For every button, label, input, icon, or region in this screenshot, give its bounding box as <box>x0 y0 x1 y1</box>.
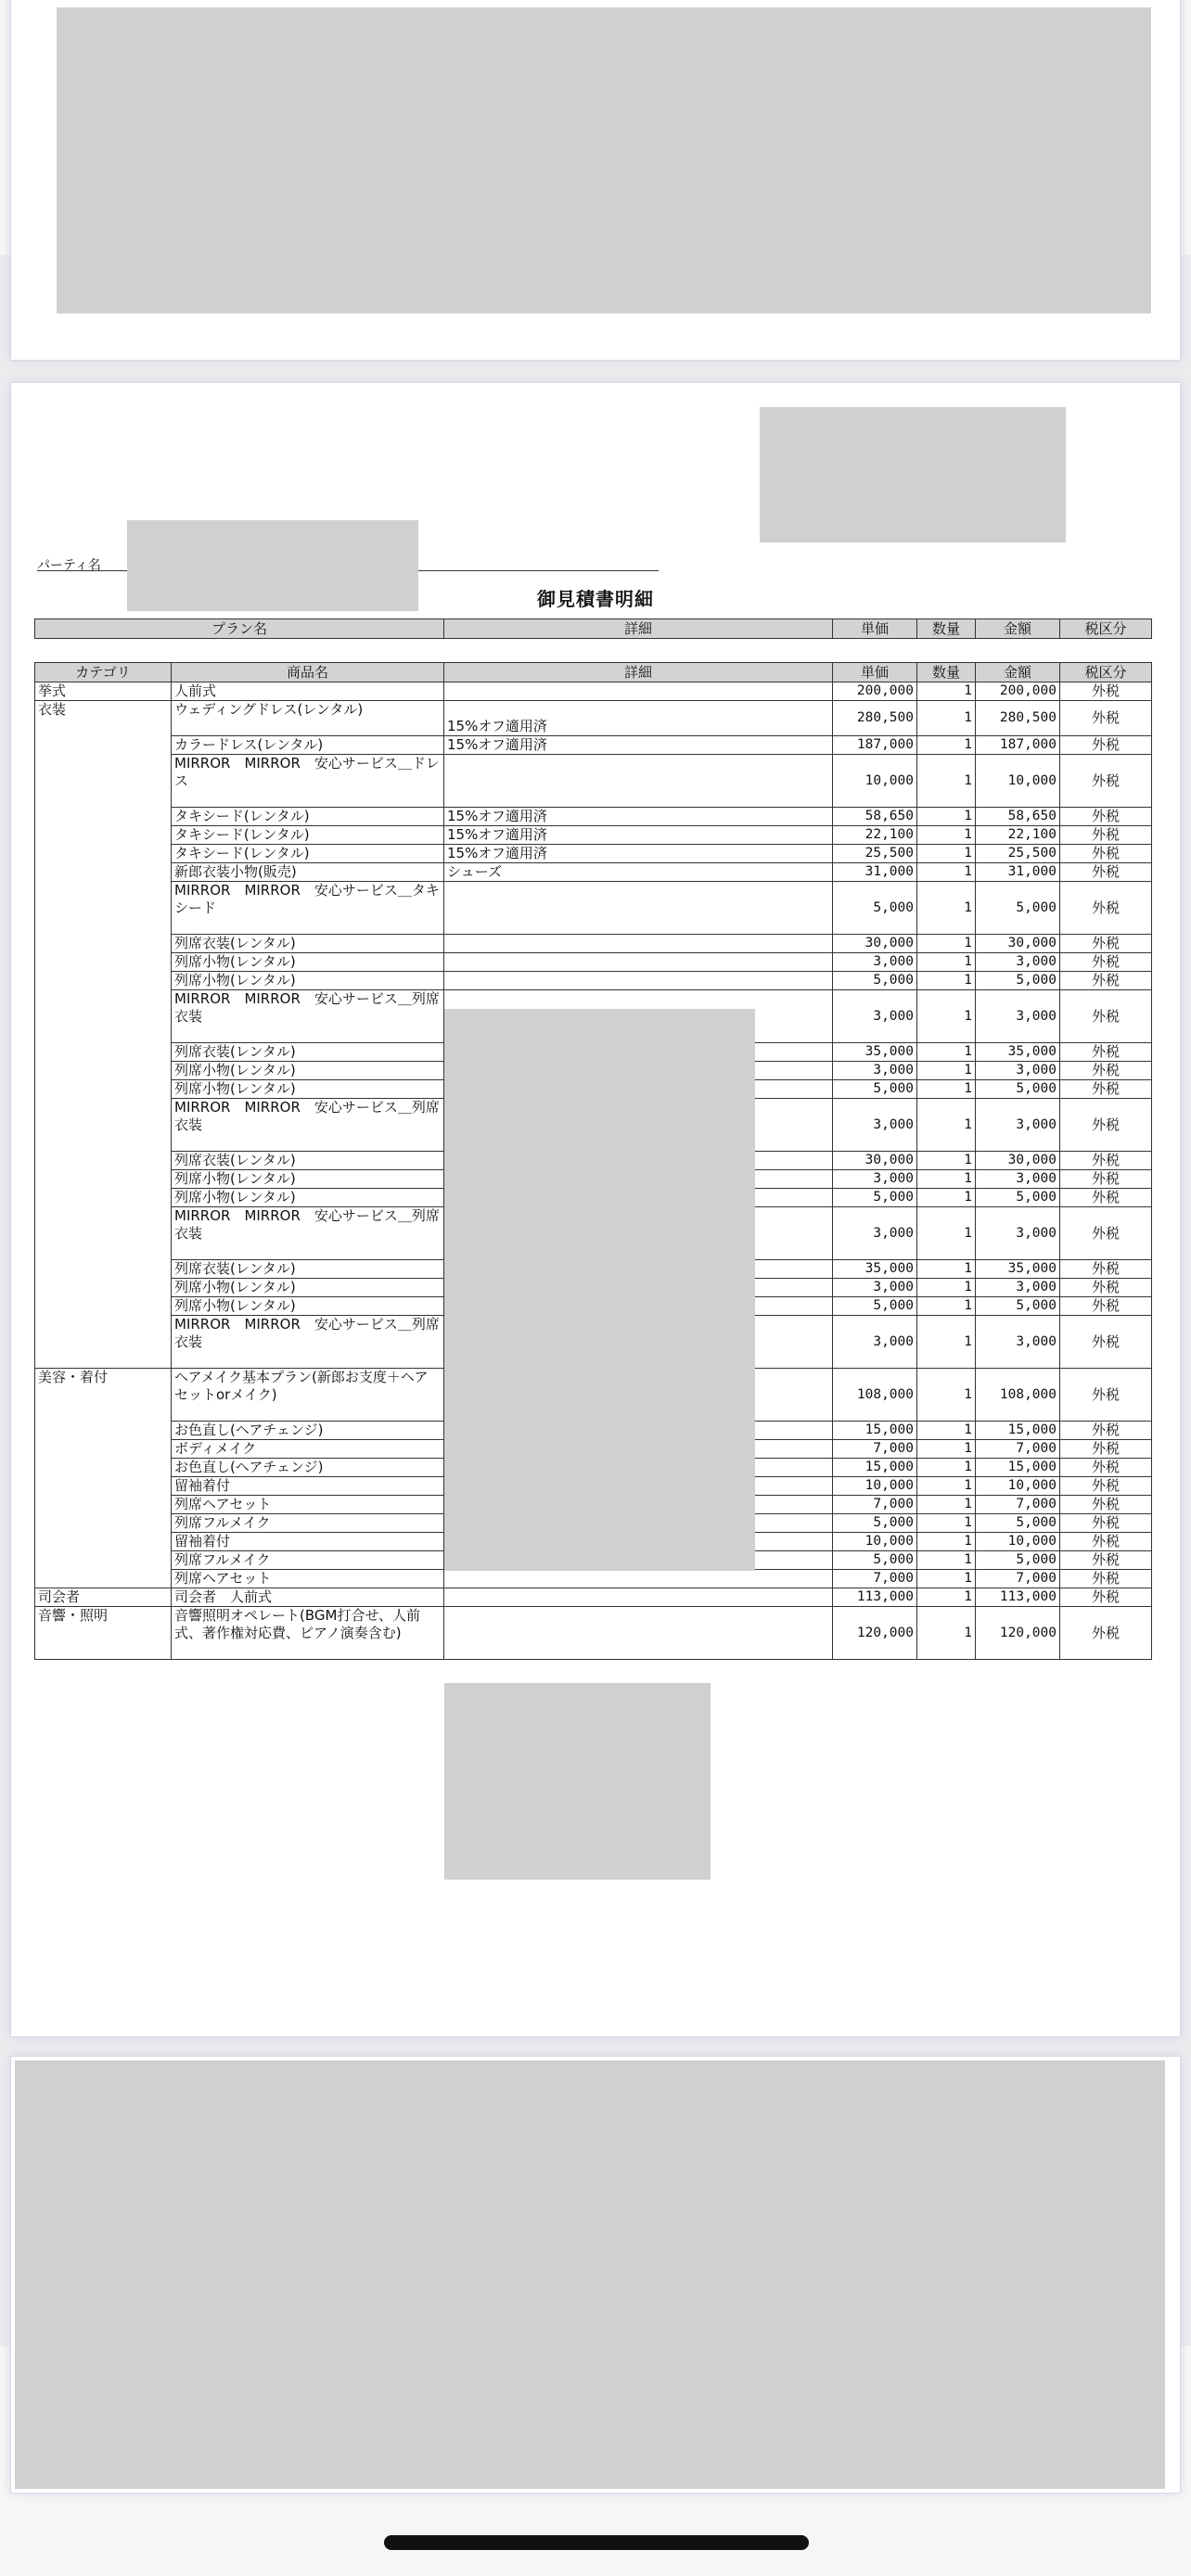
quantity-cell: 1 <box>917 1260 976 1279</box>
unit-price-cell: 187,000 <box>833 736 917 755</box>
item-name-cell: 列席小物(レンタル) <box>172 953 444 972</box>
pdf-page-1 <box>11 0 1180 360</box>
unit-price-cell: 10,000 <box>833 1533 917 1551</box>
unit-price-cell: 5,000 <box>833 1297 917 1316</box>
table-row <box>35 1570 1152 1588</box>
item-name-cell: 列席小物(レンタル) <box>172 1170 444 1189</box>
tax-class-cell: 外税 <box>1060 1496 1152 1514</box>
detail-cell <box>444 882 833 935</box>
unit-price-cell: 3,000 <box>833 1062 917 1080</box>
item-name-cell: 列席衣装(レンタル) <box>172 1152 444 1170</box>
quantity-cell: 1 <box>917 1297 976 1316</box>
item-name-cell: お色直し(ヘアチェンジ) <box>172 1459 444 1477</box>
unit-price-cell: 108,000 <box>833 1369 917 1422</box>
amount-cell: 7,000 <box>976 1570 1060 1588</box>
item-name-cell: ウェディングドレス(レンタル) <box>172 701 444 736</box>
unit-price-cell: 25,500 <box>833 845 917 863</box>
unit-price-cell: 3,000 <box>833 1279 917 1297</box>
item-name-cell: 列席フルメイク <box>172 1551 444 1570</box>
amount-cell: 10,000 <box>976 1533 1060 1551</box>
item-name-cell: MIRROR MIRROR 安心サービス＿列席衣装 <box>172 990 444 1043</box>
amount-cell: 120,000 <box>976 1607 1060 1660</box>
unit-price-cell: 35,000 <box>833 1260 917 1279</box>
detail-cell: 15%オフ適用済 <box>444 808 833 826</box>
item-name-cell: 留袖着付 <box>172 1477 444 1496</box>
detail-cell <box>444 1570 833 1588</box>
items-header-cell: 単価 <box>833 663 917 682</box>
tax-class-cell: 外税 <box>1060 1369 1152 1422</box>
redacted-area <box>57 7 1151 313</box>
quantity-cell: 1 <box>917 701 976 736</box>
unit-price-cell: 113,000 <box>833 1588 917 1607</box>
table-row <box>35 1607 1152 1660</box>
tax-class-cell: 外税 <box>1060 1297 1152 1316</box>
amount-cell: 3,000 <box>976 1170 1060 1189</box>
item-name-cell: ヘアメイク基本プラン(新郎お支度＋ヘアセットorメイク) <box>172 1369 444 1422</box>
quantity-cell: 1 <box>917 1607 976 1660</box>
detail-cell <box>444 755 833 808</box>
amount-cell: 200,000 <box>976 682 1060 701</box>
tax-class-cell: 外税 <box>1060 682 1152 701</box>
tax-class-cell: 外税 <box>1060 845 1152 863</box>
plan-header-cell: 金額 <box>976 619 1060 639</box>
quantity-cell: 1 <box>917 972 976 990</box>
unit-price-cell: 7,000 <box>833 1496 917 1514</box>
quantity-cell: 1 <box>917 863 976 882</box>
items-header-cell: カテゴリ <box>35 663 172 682</box>
item-name-cell: 列席ヘアセット <box>172 1496 444 1514</box>
amount-cell: 7,000 <box>976 1496 1060 1514</box>
quantity-cell: 1 <box>917 935 976 953</box>
quantity-cell: 1 <box>917 1099 976 1152</box>
unit-price-cell: 5,000 <box>833 1189 917 1207</box>
unit-price-cell: 3,000 <box>833 1099 917 1152</box>
table-row <box>35 808 1152 826</box>
amount-cell: 280,500 <box>976 701 1060 736</box>
quantity-cell: 1 <box>917 736 976 755</box>
unit-price-cell: 35,000 <box>833 1043 917 1062</box>
amount-cell: 3,000 <box>976 953 1060 972</box>
tax-class-cell: 外税 <box>1060 1551 1152 1570</box>
amount-cell: 5,000 <box>976 1189 1060 1207</box>
items-header-cell: 数量 <box>917 663 976 682</box>
amount-cell: 5,000 <box>976 1514 1060 1533</box>
quantity-cell: 1 <box>917 808 976 826</box>
item-name-cell: 列席衣装(レンタル) <box>172 935 444 953</box>
home-indicator[interactable] <box>384 2535 809 2550</box>
pdf-page-3 <box>11 2057 1180 2493</box>
item-name-cell: タキシード(レンタル) <box>172 826 444 845</box>
plan-header-cell: 単価 <box>833 619 917 639</box>
amount-cell: 5,000 <box>976 1080 1060 1099</box>
quantity-cell: 1 <box>917 1369 976 1422</box>
amount-cell: 35,000 <box>976 1260 1060 1279</box>
quantity-cell: 1 <box>917 1189 976 1207</box>
party-name-label: パーティ名 <box>37 558 101 573</box>
redacted-details-clothing <box>444 1009 755 1571</box>
document-title: 御見積書明細 <box>537 588 654 610</box>
quantity-cell: 1 <box>917 1514 976 1533</box>
item-name-cell: 音響照明オペレート(BGM打合せ、人前式、著作権対応費、ピアノ演奏含む) <box>172 1607 444 1660</box>
quantity-cell: 1 <box>917 1459 976 1477</box>
unit-price-cell: 200,000 <box>833 682 917 701</box>
tax-class-cell: 外税 <box>1060 882 1152 935</box>
quantity-cell: 1 <box>917 755 976 808</box>
plan-table <box>34 618 1152 639</box>
item-name-cell: 列席フルメイク <box>172 1514 444 1533</box>
quantity-cell: 1 <box>917 882 976 935</box>
quantity-cell: 1 <box>917 1588 976 1607</box>
detail-cell <box>444 1607 833 1660</box>
quantity-cell: 1 <box>917 682 976 701</box>
item-name-cell: 列席衣装(レンタル) <box>172 1043 444 1062</box>
category-cell: 衣装 <box>35 701 172 1369</box>
table-row <box>35 755 1152 808</box>
table-row <box>35 701 1152 736</box>
tax-class-cell: 外税 <box>1060 1080 1152 1099</box>
category-cell: 音響・照明 <box>35 1607 172 1660</box>
unit-price-cell: 10,000 <box>833 1477 917 1496</box>
item-name-cell: 列席小物(レンタル) <box>172 1062 444 1080</box>
quantity-cell: 1 <box>917 1496 976 1514</box>
item-name-cell: MIRROR MIRROR 安心サービス＿列席衣装 <box>172 1099 444 1152</box>
amount-cell: 25,500 <box>976 845 1060 863</box>
item-name-cell: お色直し(ヘアチェンジ) <box>172 1422 444 1440</box>
unit-price-cell: 30,000 <box>833 1152 917 1170</box>
redacted-area <box>15 2060 1165 2489</box>
tax-class-cell: 外税 <box>1060 972 1152 990</box>
item-name-cell: MIRROR MIRROR 安心サービス＿タキシード <box>172 882 444 935</box>
table-row <box>35 736 1152 755</box>
amount-cell: 3,000 <box>976 1316 1060 1369</box>
detail-cell <box>444 682 833 701</box>
quantity-cell: 1 <box>917 1422 976 1440</box>
quantity-cell: 1 <box>917 845 976 863</box>
quantity-cell: 1 <box>917 1170 976 1189</box>
table-row <box>35 972 1152 990</box>
quantity-cell: 1 <box>917 1551 976 1570</box>
amount-cell: 22,100 <box>976 826 1060 845</box>
table-row <box>35 1588 1152 1607</box>
amount-cell: 30,000 <box>976 935 1060 953</box>
unit-price-cell: 3,000 <box>833 1207 917 1260</box>
amount-cell: 5,000 <box>976 972 1060 990</box>
unit-price-cell: 3,000 <box>833 990 917 1043</box>
detail-cell <box>444 953 833 972</box>
tax-class-cell: 外税 <box>1060 1422 1152 1440</box>
redacted-details-beauty <box>444 1683 711 1880</box>
tax-class-cell: 外税 <box>1060 701 1152 736</box>
item-name-cell: 列席小物(レンタル) <box>172 1279 444 1297</box>
unit-price-cell: 120,000 <box>833 1607 917 1660</box>
amount-cell: 3,000 <box>976 1062 1060 1080</box>
tax-class-cell: 外税 <box>1060 1260 1152 1279</box>
unit-price-cell: 22,100 <box>833 826 917 845</box>
item-name-cell: ボディメイク <box>172 1440 444 1459</box>
amount-cell: 3,000 <box>976 1279 1060 1297</box>
amount-cell: 5,000 <box>976 882 1060 935</box>
table-row <box>35 826 1152 845</box>
tax-class-cell: 外税 <box>1060 1316 1152 1369</box>
detail-cell: 15%オフ適用済 <box>444 736 833 755</box>
quantity-cell: 1 <box>917 1043 976 1062</box>
amount-cell: 3,000 <box>976 1099 1060 1152</box>
tax-class-cell: 外税 <box>1060 1570 1152 1588</box>
unit-price-cell: 5,000 <box>833 972 917 990</box>
amount-cell: 15,000 <box>976 1459 1060 1477</box>
tax-class-cell: 外税 <box>1060 826 1152 845</box>
tax-class-cell: 外税 <box>1060 1099 1152 1152</box>
unit-price-cell: 5,000 <box>833 1514 917 1533</box>
table-row <box>35 845 1152 863</box>
items-header-cell: 詳細 <box>444 663 833 682</box>
tax-class-cell: 外税 <box>1060 1459 1152 1477</box>
table-row <box>35 682 1152 701</box>
quantity-cell: 1 <box>917 1207 976 1260</box>
tax-class-cell: 外税 <box>1060 1514 1152 1533</box>
items-table-header <box>35 663 1152 682</box>
table-row <box>35 953 1152 972</box>
plan-header-cell: 詳細 <box>444 619 833 639</box>
item-name-cell: 列席小物(レンタル) <box>172 1297 444 1316</box>
items-header-cell: 商品名 <box>172 663 444 682</box>
quantity-cell: 1 <box>917 1062 976 1080</box>
detail-cell <box>444 1588 833 1607</box>
amount-cell: 108,000 <box>976 1369 1060 1422</box>
detail-cell: 15%オフ適用済 <box>444 701 833 736</box>
item-name-cell: 列席小物(レンタル) <box>172 1189 444 1207</box>
item-name-cell: タキシード(レンタル) <box>172 845 444 863</box>
item-name-cell: 人前式 <box>172 682 444 701</box>
quantity-cell: 1 <box>917 826 976 845</box>
detail-cell: 15%オフ適用済 <box>444 826 833 845</box>
item-name-cell: 列席小物(レンタル) <box>172 972 444 990</box>
quantity-cell: 1 <box>917 1533 976 1551</box>
redacted-logo-area <box>760 407 1066 542</box>
detail-cell: シューズ <box>444 863 833 882</box>
amount-cell: 30,000 <box>976 1152 1060 1170</box>
amount-cell: 187,000 <box>976 736 1060 755</box>
items-header-cell: 税区分 <box>1060 663 1152 682</box>
table-row <box>35 882 1152 935</box>
tax-class-cell: 外税 <box>1060 935 1152 953</box>
quantity-cell: 1 <box>917 1477 976 1496</box>
pdf-page-2 <box>11 383 1180 2036</box>
amount-cell: 3,000 <box>976 1207 1060 1260</box>
amount-cell: 15,000 <box>976 1422 1060 1440</box>
tax-class-cell: 外税 <box>1060 1533 1152 1551</box>
tax-class-cell: 外税 <box>1060 1062 1152 1080</box>
tax-class-cell: 外税 <box>1060 1477 1152 1496</box>
quantity-cell: 1 <box>917 990 976 1043</box>
item-name-cell: 列席ヘアセット <box>172 1570 444 1588</box>
item-name-cell: MIRROR MIRROR 安心サービス＿列席衣装 <box>172 1207 444 1260</box>
quantity-cell: 1 <box>917 1440 976 1459</box>
unit-price-cell: 10,000 <box>833 755 917 808</box>
tax-class-cell: 外税 <box>1060 953 1152 972</box>
table-row <box>35 863 1152 882</box>
item-name-cell: 列席衣装(レンタル) <box>172 1260 444 1279</box>
tax-class-cell: 外税 <box>1060 736 1152 755</box>
amount-cell: 7,000 <box>976 1440 1060 1459</box>
amount-cell: 58,650 <box>976 808 1060 826</box>
unit-price-cell: 58,650 <box>833 808 917 826</box>
tax-class-cell: 外税 <box>1060 755 1152 808</box>
detail-cell <box>444 935 833 953</box>
unit-price-cell: 7,000 <box>833 1440 917 1459</box>
unit-price-cell: 280,500 <box>833 701 917 736</box>
unit-price-cell: 5,000 <box>833 1080 917 1099</box>
quantity-cell: 1 <box>917 1080 976 1099</box>
item-name-cell: 列席小物(レンタル) <box>172 1080 444 1099</box>
unit-price-cell: 3,000 <box>833 1170 917 1189</box>
quantity-cell: 1 <box>917 1570 976 1588</box>
tax-class-cell: 外税 <box>1060 863 1152 882</box>
tax-class-cell: 外税 <box>1060 808 1152 826</box>
unit-price-cell: 3,000 <box>833 953 917 972</box>
unit-price-cell: 31,000 <box>833 863 917 882</box>
table-row <box>35 935 1152 953</box>
quantity-cell: 1 <box>917 953 976 972</box>
tax-class-cell: 外税 <box>1060 1189 1152 1207</box>
item-name-cell: タキシード(レンタル) <box>172 808 444 826</box>
item-name-cell: 司会者 人前式 <box>172 1588 444 1607</box>
unit-price-cell: 5,000 <box>833 1551 917 1570</box>
plan-header-cell: プラン名 <box>35 619 444 639</box>
detail-cell: 15%オフ適用済 <box>444 845 833 863</box>
amount-cell: 113,000 <box>976 1588 1060 1607</box>
amount-cell: 3,000 <box>976 990 1060 1043</box>
item-name-cell: カラードレス(レンタル) <box>172 736 444 755</box>
amount-cell: 35,000 <box>976 1043 1060 1062</box>
tax-class-cell: 外税 <box>1060 1279 1152 1297</box>
item-name-cell: MIRROR MIRROR 安心サービス＿列席衣装 <box>172 1316 444 1369</box>
tax-class-cell: 外税 <box>1060 1152 1152 1170</box>
item-name-cell: 新郎衣装小物(販売) <box>172 863 444 882</box>
tax-class-cell: 外税 <box>1060 990 1152 1043</box>
category-cell: 美容・着付 <box>35 1369 172 1588</box>
tax-class-cell: 外税 <box>1060 1170 1152 1189</box>
tax-class-cell: 外税 <box>1060 1207 1152 1260</box>
tax-class-cell: 外税 <box>1060 1440 1152 1459</box>
item-name-cell: MIRROR MIRROR 安心サービス＿ドレス <box>172 755 444 808</box>
unit-price-cell: 7,000 <box>833 1570 917 1588</box>
amount-cell: 31,000 <box>976 863 1060 882</box>
plan-table-header <box>35 619 1152 639</box>
tax-class-cell: 外税 <box>1060 1043 1152 1062</box>
amount-cell: 5,000 <box>976 1297 1060 1316</box>
plan-header-cell: 数量 <box>917 619 976 639</box>
amount-cell: 5,000 <box>976 1551 1060 1570</box>
tax-class-cell: 外税 <box>1060 1588 1152 1607</box>
unit-price-cell: 3,000 <box>833 1316 917 1369</box>
amount-cell: 10,000 <box>976 755 1060 808</box>
category-cell: 挙式 <box>35 682 172 701</box>
plan-header-cell: 税区分 <box>1060 619 1152 639</box>
tax-class-cell: 外税 <box>1060 1607 1152 1660</box>
quantity-cell: 1 <box>917 1279 976 1297</box>
quantity-cell: 1 <box>917 1316 976 1369</box>
unit-price-cell: 5,000 <box>833 882 917 935</box>
unit-price-cell: 15,000 <box>833 1459 917 1477</box>
detail-cell <box>444 972 833 990</box>
item-name-cell: 留袖着付 <box>172 1533 444 1551</box>
quantity-cell: 1 <box>917 1152 976 1170</box>
items-header-cell: 金額 <box>976 663 1060 682</box>
amount-cell: 10,000 <box>976 1477 1060 1496</box>
unit-price-cell: 15,000 <box>833 1422 917 1440</box>
unit-price-cell: 30,000 <box>833 935 917 953</box>
category-cell: 司会者 <box>35 1588 172 1607</box>
